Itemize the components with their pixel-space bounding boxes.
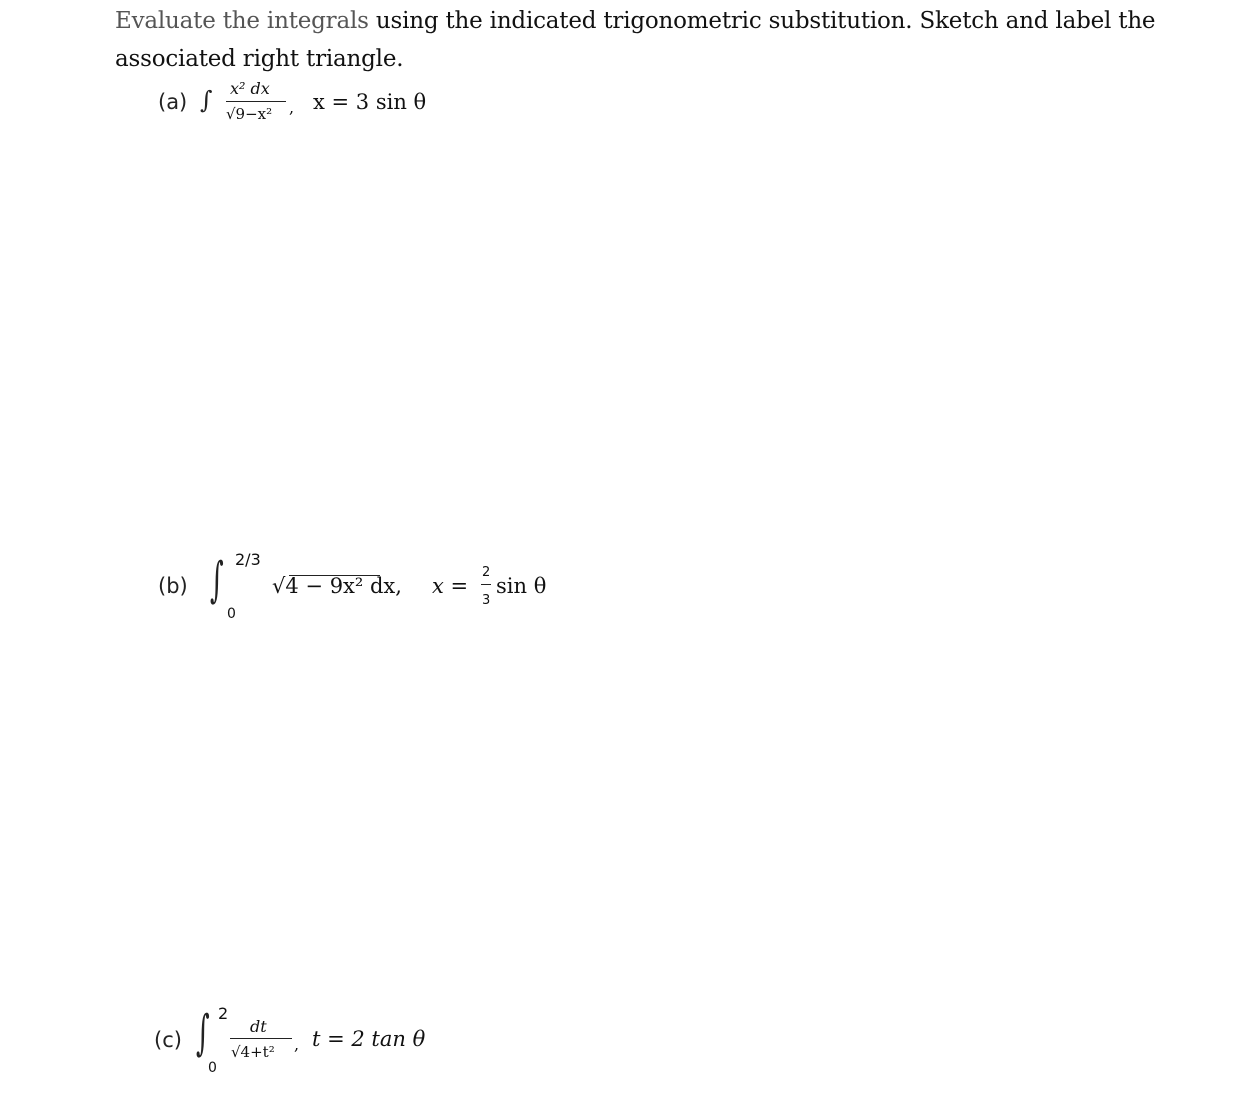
problem-a-integral-sign: ∫ [200,86,213,114]
problem-a-label: (a) [158,90,188,114]
problem-c-upper-limit: 2 [218,1004,229,1023]
problem-c-comma: , [294,1035,300,1054]
problem-c-substitution: t = 2 tan θ [312,1027,426,1051]
problem-c-denominator: √4+t² [231,1043,275,1061]
problem-a-denominator: √9−x² [226,105,273,123]
problem-a-substitution: x = 3 sin θ [313,90,427,114]
problem-b-sub-frac-num: 2 [482,565,491,580]
problem-a-numerator: x² dx [230,79,270,98]
problem-b-upper-limit: 2/3 [235,550,261,569]
instructions-rest: using the indicated trigonometric substitution. Sketch and label the associated right triangle. [115,8,1156,72]
problem-c-numerator: dt [250,1017,267,1036]
problem-b-sub-frac-den: 3 [482,593,491,608]
problem-a-fraction-bar [226,101,286,102]
instructions [115,2,1215,78]
problem-b-sub-rhs: sin θ [496,574,547,598]
problem-b-sub-lhs: x = [432,574,469,598]
problem-a-comma: , [289,98,295,117]
problem-b-lower-limit: 0 [227,606,236,622]
problem-b-integrand: √4 − 9x² dx, [272,574,402,598]
problem-b-sub-frac-bar [481,584,491,585]
problem-c-label: (c) [154,1028,182,1052]
problem-b-label: (b) [158,574,188,598]
problem-c-integral-sign: ∫ [196,1005,210,1061]
problem-c-lower-limit: 0 [208,1060,217,1076]
instructions-lead: Evaluate the integrals [115,8,369,34]
problem-b-integral-sign: ∫ [210,552,224,608]
problem-c-fraction-bar [230,1038,292,1039]
